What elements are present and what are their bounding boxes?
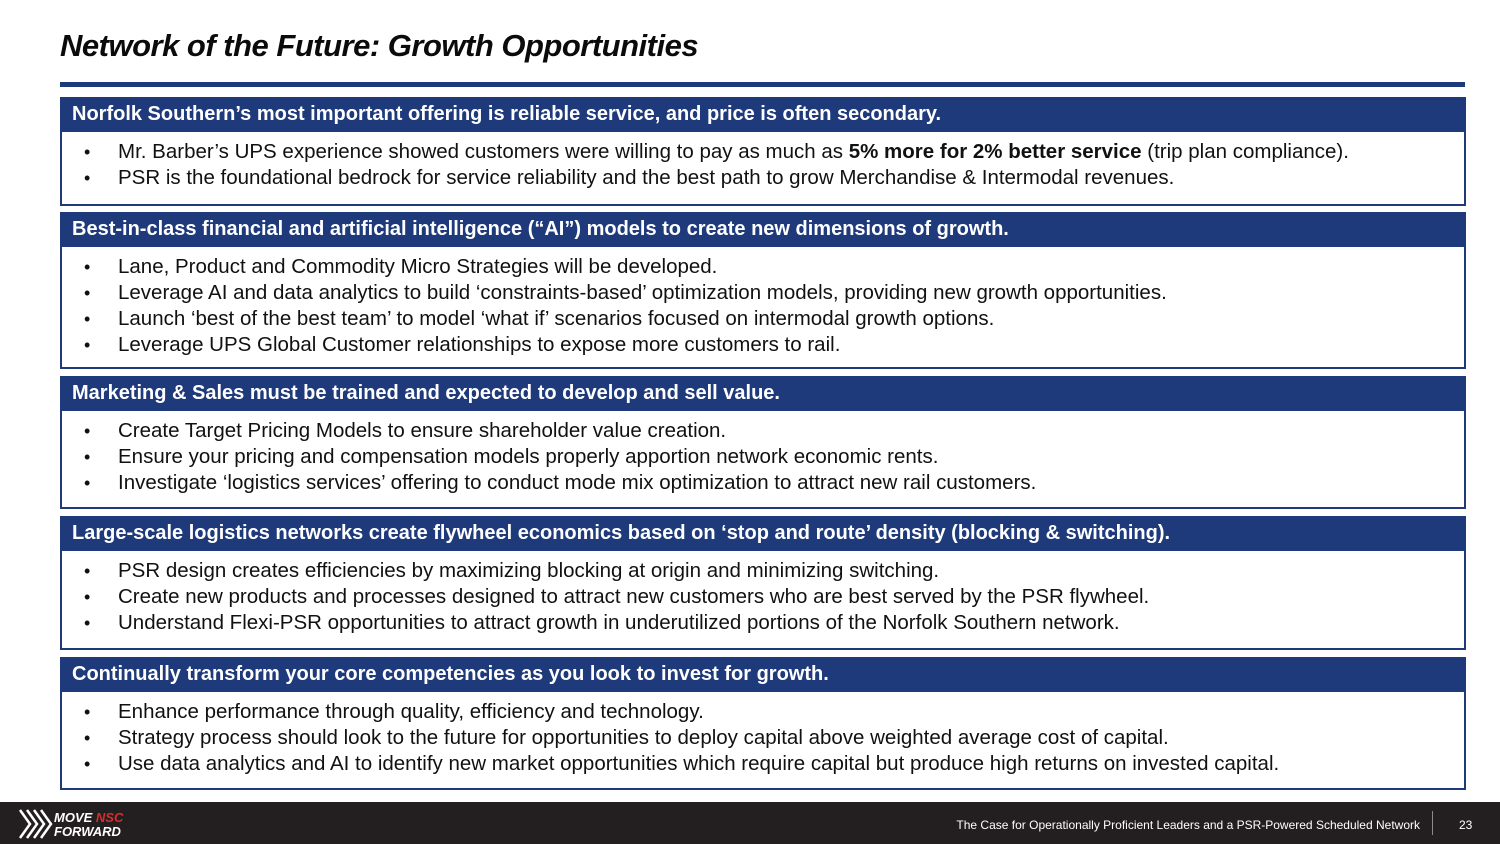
chevron-arrows-icon	[18, 808, 54, 840]
bullet-icon: •	[84, 473, 91, 493]
logo-word-nsc: NSC	[95, 810, 124, 825]
bullet-item	[62, 751, 1464, 777]
section-header: Large-scale logistics networks create flywheel economics based on ‘stop and route’ density (blocking & switching).	[62, 518, 1464, 551]
bullet-item	[62, 610, 1464, 636]
bullet-text: Launch ‘best of the best team’ to model ‘what if’ scenarios focused on intermodal growth options.	[118, 307, 995, 330]
section-header: Marketing & Sales must be trained and expected to develop and sell value.	[62, 378, 1464, 411]
bullet-item	[62, 584, 1464, 610]
bullet-item	[62, 280, 1464, 306]
logo-word-forward: FORWARD	[54, 824, 121, 839]
bullet-icon: •	[84, 335, 91, 355]
page-number: 23	[1459, 818, 1473, 832]
bullet-item	[62, 306, 1464, 332]
bullet-icon: •	[84, 587, 91, 607]
bullet-text: Strategy process should look to the future for opportunities to deploy capital above weighted average cost of capital.	[118, 726, 1169, 749]
section-header: Norfolk Southern’s most important offering is reliable service, and price is often secondary.	[62, 99, 1464, 132]
bullet-text: PSR design creates efficiencies by maximizing blocking at origin and minimizing switching.	[118, 559, 940, 582]
bullet-text: Leverage UPS Global Customer relationships to expose more customers to rail.	[118, 333, 841, 356]
title-rule	[60, 82, 1465, 87]
section-flywheel-economics	[60, 516, 1466, 650]
bullet-icon: •	[84, 283, 91, 303]
bullet-icon: •	[84, 702, 91, 722]
bullet-emphasis: 5% more for 2% better service	[848, 140, 1142, 163]
footer-caption: The Case for Operationally Proficient Leaders and a PSR-Powered Scheduled Network	[956, 818, 1420, 832]
bullet-text: Create Target Pricing Models to ensure shareholder value creation.	[118, 419, 727, 442]
bullet-item	[62, 558, 1464, 584]
bullet-item	[62, 165, 1464, 191]
bullet-icon: •	[84, 447, 91, 467]
bullet-list	[62, 247, 1464, 358]
bullet-icon: •	[84, 754, 91, 774]
footer-divider	[1432, 811, 1433, 835]
bullet-list	[62, 551, 1464, 636]
bullet-text: Understand Flexi-PSR opportunities to attract growth in underutilized portions of the Norfolk Southern network.	[118, 611, 1120, 634]
bullet-icon: •	[84, 168, 91, 188]
bullet-item	[62, 254, 1464, 280]
bullet-text: Use data analytics and AI to identify new market opportunities which require capital but produce high returns on invested capital.	[118, 752, 1280, 775]
section-marketing-sales	[60, 376, 1466, 509]
bullet-item	[62, 332, 1464, 358]
bullet-text-suffix: (trip plan compliance).	[1141, 140, 1349, 163]
section-ai-models	[60, 212, 1466, 369]
logo-wordmark	[54, 811, 123, 839]
bullet-item	[62, 418, 1464, 444]
bullet-item	[62, 699, 1464, 725]
bullet-list	[62, 132, 1464, 191]
bullet-text: Mr. Barber’s UPS experience showed customers were willing to pay as much as	[118, 140, 849, 163]
bullet-item	[62, 725, 1464, 751]
section-reliable-service	[60, 97, 1466, 206]
section-header: Continually transform your core competencies as you look to invest for growth.	[62, 659, 1464, 692]
bullet-text: Enhance performance through quality, efficiency and technology.	[118, 700, 704, 723]
bullet-text: Ensure your pricing and compensation models properly apportion network economic rents.	[118, 445, 939, 468]
bullet-icon: •	[84, 613, 91, 633]
bullet-text: Create new products and processes designed to attract new customers who are best served by the PSR flywheel.	[118, 585, 1150, 608]
bullet-list	[62, 692, 1464, 777]
bullet-item	[62, 139, 1464, 165]
bullet-icon: •	[84, 142, 91, 162]
bullet-text: Investigate ‘logistics services’ offering to conduct mode mix optimization to attract new rail customers.	[118, 471, 1037, 494]
bullet-icon: •	[84, 309, 91, 329]
bullet-icon: •	[84, 421, 91, 441]
bullet-icon: •	[84, 728, 91, 748]
bullet-list	[62, 411, 1464, 496]
bullet-text: PSR is the foundational bedrock for service reliability and the best path to grow Merchandise & Intermodal revenues.	[118, 166, 1175, 189]
bullet-text: Leverage AI and data analytics to build ‘constraints-based’ optimization models, providing new growth opportunities.	[118, 281, 1167, 304]
bullet-icon: •	[84, 257, 91, 277]
section-header: Best-in-class financial and artificial intelligence (“AI”) models to create new dimensions of growth.	[62, 214, 1464, 247]
page-title: Network of the Future: Growth Opportunities	[60, 28, 699, 63]
footer-bar	[0, 802, 1500, 844]
bullet-item	[62, 470, 1464, 496]
bullet-item	[62, 444, 1464, 470]
section-core-competencies	[60, 657, 1466, 790]
logo-word-move: MOVE	[54, 810, 96, 825]
move-nsc-forward-logo	[18, 808, 148, 840]
bullet-text: Lane, Product and Commodity Micro Strategies will be developed.	[118, 255, 718, 278]
bullet-icon: •	[84, 561, 91, 581]
